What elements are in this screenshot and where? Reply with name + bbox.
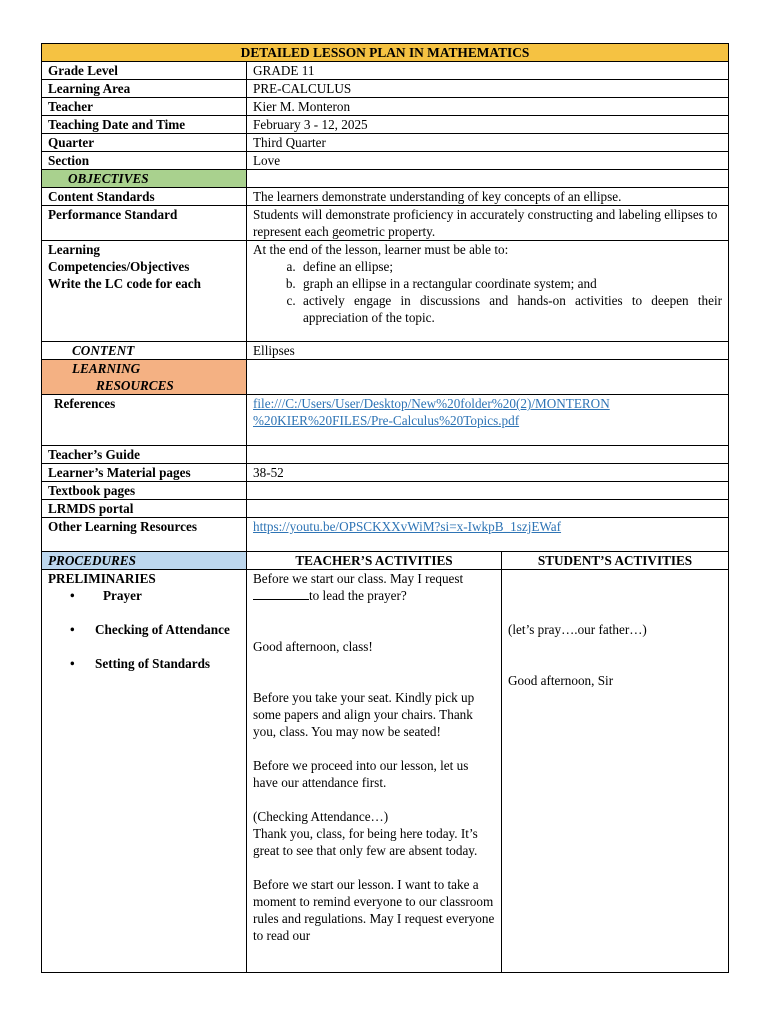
textbook-pages-value [247, 482, 729, 500]
spacer [48, 638, 240, 655]
teacher-label: Teacher [42, 98, 247, 116]
grade-level-value: GRADE 11 [247, 62, 729, 80]
performance-standard-label: Performance Standard [42, 206, 247, 241]
section-value: Love [247, 152, 729, 170]
other-resources-value [247, 518, 729, 552]
procedures-heading: PROCEDURES [42, 552, 247, 570]
spacer [253, 655, 495, 689]
content-value: Ellipses [247, 342, 729, 360]
quarter-value: Third Quarter [247, 134, 729, 152]
grade-level-label: Grade Level [42, 62, 247, 80]
learning-resources-blank [247, 360, 729, 395]
lesson-plan-table [41, 43, 729, 973]
other-resources-label: Other Learning Resources [42, 518, 247, 552]
spacer [253, 740, 495, 757]
spacer [48, 604, 240, 621]
content-standards-value: The learners demonstrate understanding of key concepts of an ellipse. [247, 188, 729, 206]
competencies-value [247, 241, 729, 342]
teacher-prayer-text-a: Before we start our class. May I request [253, 571, 464, 586]
other-resources-link[interactable]: https://youtu.be/OPSCKXXvWiM?si=x-IwkpB_1szjEWaf [253, 519, 562, 534]
procedures-steps [42, 570, 247, 973]
competencies-label [42, 241, 247, 342]
teacher-prayer-text-b: to lead the prayer? [309, 588, 407, 603]
content-standards-label: Content Standards [42, 188, 247, 206]
blank-line [253, 587, 309, 600]
lesson-plan [41, 43, 728, 973]
teacher-attendance-thanks: Thank you, class, for being here today. It’s great to see that only few are absent today. [253, 826, 478, 858]
learning-resources-heading-line-1: LEARNING [72, 361, 141, 376]
student-activities [502, 570, 729, 973]
competencies-label-line-3: Write the LC code for each [48, 276, 201, 291]
procedure-step [48, 587, 240, 604]
textbook-pages-label: Textbook pages [42, 482, 247, 500]
references-link-line-1: file:///C:/Users/User/Desktop/New%20folder%20(2)/MONTERON [253, 396, 610, 411]
procedure-step-label: Checking of Attendance [95, 622, 230, 637]
spacer [253, 791, 495, 808]
teachers-guide-value [247, 446, 729, 464]
competencies-list [253, 258, 722, 326]
content-label: CONTENT [42, 342, 247, 360]
teacher-attendance-note: (Checking Attendance…) [253, 809, 389, 824]
section-label: Section [42, 152, 247, 170]
teacher-rules-reminder: Before we start our lesson. I want to take a moment to remind everyone to our classroom rules and regulations. May I request everyone to read our [253, 877, 495, 943]
teacher-seating-instructions: Before you take your seat. Kindly pick up some papers and align your chairs. Thank you, class. You may now be seated! [253, 690, 475, 739]
student-greeting-response: Good afternoon, Sir [508, 673, 614, 688]
bullet-icon: • [70, 656, 75, 671]
learning-area-value: PRE-CALCULUS [247, 80, 729, 98]
competency-item: a. define an ellipse; [299, 258, 722, 275]
lrmds-portal-value [247, 500, 729, 518]
procedure-step [48, 655, 240, 672]
teacher-attendance-intro: Before we proceed into our lesson, let us have our attendance first. [253, 758, 469, 790]
bullet-icon: • [70, 588, 75, 603]
performance-standard-value: Students will demonstrate proficiency in accurately constructing and labeling ellipses to represent each geometric property. [247, 206, 729, 241]
competency-item: b. graph an ellipse in a rectangular coordinate system; and [299, 275, 722, 292]
references-link[interactable] [253, 396, 610, 428]
spacer [253, 859, 495, 876]
teacher-activities-heading: TEACHER’S ACTIVITIES [247, 552, 502, 570]
procedure-step [48, 621, 240, 638]
quarter-label: Quarter [42, 134, 247, 152]
references-link-line-2: %20KIER%20FILES/Pre-Calculus%20Topics.pdf [253, 413, 520, 428]
spacer [508, 638, 722, 672]
competencies-label-line-2: Competencies/Objectives [48, 259, 190, 274]
student-prayer-response: (let’s pray….our father…) [508, 622, 647, 637]
objectives-heading: OBJECTIVES [42, 170, 247, 188]
competencies-intro: At the end of the lesson, learner must be able to: [253, 242, 509, 257]
spacer [253, 604, 495, 638]
learning-resources-heading [42, 360, 247, 395]
learners-material-label: Learner’s Material pages [42, 464, 247, 482]
learning-resources-heading-line-2: RESOURCES [96, 378, 174, 393]
learners-material-value: 38-52 [247, 464, 729, 482]
teacher-prayer-text [253, 570, 495, 604]
bullet-icon: • [70, 622, 75, 637]
preliminaries-list [48, 587, 240, 672]
competencies-label-line-1: Learning [48, 242, 101, 257]
procedure-step-label: Prayer [103, 588, 142, 603]
objectives-blank [247, 170, 729, 188]
spacer [508, 570, 722, 621]
teaching-date-label: Teaching Date and Time [42, 116, 247, 134]
preliminaries-label: PRELIMINARIES [48, 571, 156, 586]
procedure-step-label: Setting of Standards [95, 656, 211, 671]
teacher-greeting: Good afternoon, class! [253, 639, 373, 654]
lrmds-portal-label: LRMDS portal [42, 500, 247, 518]
competency-item: c. actively engage in discussions and hands-on activities to deepen their appreciation of the topic. [299, 292, 722, 326]
references-label: References [42, 395, 247, 446]
teacher-activities [247, 570, 502, 973]
document-title: DETAILED LESSON PLAN IN MATHEMATICS [42, 44, 729, 62]
teacher-value: Kier M. Monteron [247, 98, 729, 116]
student-activities-heading: STUDENT’S ACTIVITIES [502, 552, 729, 570]
learning-area-label: Learning Area [42, 80, 247, 98]
teachers-guide-label: Teacher’s Guide [42, 446, 247, 464]
teaching-date-value: February 3 - 12, 2025 [247, 116, 729, 134]
references-value [247, 395, 729, 446]
